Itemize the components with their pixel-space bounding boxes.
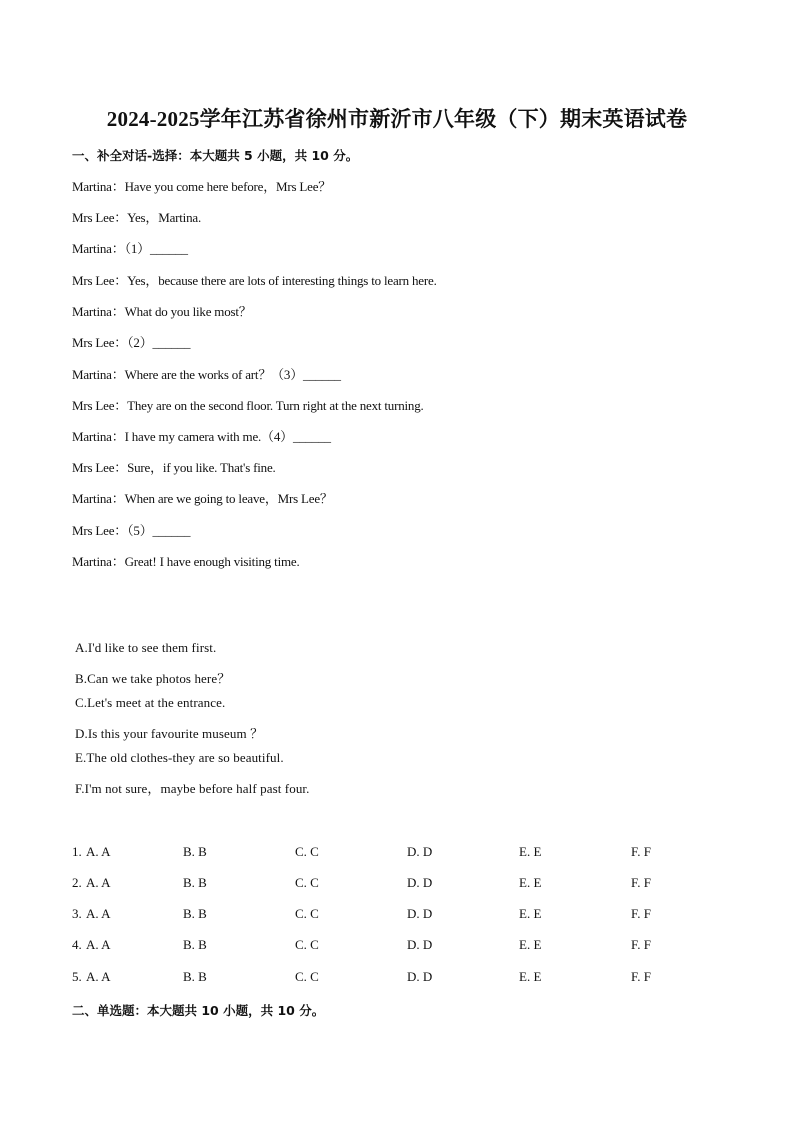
choice-e[interactable]: E. E: [519, 969, 542, 984]
question-row: [72, 875, 722, 893]
speaker-name: Martina：: [72, 304, 125, 319]
dialogue-line: [72, 207, 201, 226]
speaker-name: Mrs Lee：: [72, 273, 128, 288]
option-item: C.Let's meet at the entrance.: [75, 695, 226, 710]
choice-a[interactable]: A. A: [86, 844, 111, 859]
dialogue-text: （2）______: [127, 335, 191, 350]
speaker-name: Martina：: [72, 429, 125, 444]
dialogue-line: [72, 238, 188, 257]
dialogue-text: What do you like most？: [124, 304, 252, 319]
dialogue-line: [72, 301, 252, 320]
option-item: A.I'd like to see them first.: [75, 640, 217, 655]
choice-c[interactable]: C. C: [295, 844, 319, 859]
speaker-name: Martina：: [72, 491, 125, 506]
dialogue-text: They are on the second floor. Turn right at the next turning.: [127, 398, 424, 413]
dialogue-line: [72, 364, 341, 383]
option-item: F.I'm not sure，maybe before half past four.: [75, 781, 310, 796]
option-item: E.The old clothes-they are so beautiful.: [75, 750, 284, 765]
dialogue-line: [72, 457, 276, 476]
choice-e[interactable]: E. E: [519, 906, 542, 921]
question-number: 2.: [72, 875, 82, 890]
dialogue-text: When are we going to leave，Mrs Lee？: [124, 491, 333, 506]
choice-c[interactable]: C. C: [295, 969, 319, 984]
choice-e[interactable]: E. E: [519, 844, 542, 859]
question-number: 5.: [72, 969, 82, 984]
dialogue-line: [72, 520, 190, 539]
choice-a[interactable]: A. A: [86, 875, 111, 890]
choice-f[interactable]: F. F: [631, 969, 651, 984]
dialogue-text: Where are the works of art？（3）______: [124, 367, 341, 382]
dialogue-text: （1）______: [124, 241, 188, 256]
dialogue-line: [72, 551, 300, 570]
option-item: D.Is this your favourite museum ？: [75, 726, 264, 741]
dialogue-text: （5）______: [127, 523, 191, 538]
question-row: [72, 844, 722, 862]
choice-d[interactable]: D. D: [407, 906, 433, 921]
dialogue-line: [72, 488, 333, 507]
choice-d[interactable]: D. D: [407, 844, 433, 859]
section-1-heading: 一、补全对话-选择：本大题共 5 小题，共 10 分。: [72, 148, 359, 163]
dialogue-line: [72, 332, 190, 351]
question-row: [72, 937, 722, 955]
section-2-heading: 二、单选题：本大题共 10 小题，共 10 分。: [72, 1003, 325, 1018]
choice-f[interactable]: F. F: [631, 875, 651, 890]
question-row: [72, 969, 722, 987]
dialogue-line: [72, 176, 331, 195]
speaker-name: Mrs Lee：: [72, 523, 128, 538]
choice-a[interactable]: A. A: [86, 937, 111, 952]
exam-title: 2024-2025学年江苏省徐州市新沂市八年级（下）期末英语试卷: [106, 107, 688, 131]
dialogue-line: [72, 426, 331, 445]
choice-a[interactable]: A. A: [86, 906, 111, 921]
question-number: 4.: [72, 937, 82, 952]
dialogue-text: Sure，if you like. That's fine.: [127, 460, 276, 475]
speaker-name: Mrs Lee：: [72, 460, 128, 475]
choice-e[interactable]: E. E: [519, 937, 542, 952]
choice-d[interactable]: D. D: [407, 969, 433, 984]
choice-c[interactable]: C. C: [295, 875, 319, 890]
choice-b[interactable]: B. B: [183, 906, 207, 921]
question-number: 1.: [72, 844, 82, 859]
choice-b[interactable]: B. B: [183, 844, 207, 859]
dialogue-text: Yes，because there are lots of interesting things to learn here.: [127, 273, 437, 288]
choice-b[interactable]: B. B: [183, 937, 207, 952]
question-number: 3.: [72, 906, 82, 921]
dialogue-text: Yes，Martina.: [127, 210, 202, 225]
speaker-name: Mrs Lee：: [72, 335, 128, 350]
speaker-name: Martina：: [72, 241, 125, 256]
choice-f[interactable]: F. F: [631, 906, 651, 921]
dialogue-text: Have you come here before，Mrs Lee？: [124, 179, 332, 194]
choice-c[interactable]: C. C: [295, 906, 319, 921]
dialogue-text: Great! I have enough visiting time.: [124, 554, 300, 569]
speaker-name: Mrs Lee：: [72, 398, 128, 413]
dialogue-line: [72, 395, 424, 414]
dialogue-text: I have my camera with me.（4）______: [124, 429, 331, 444]
dialogue-line: [72, 270, 437, 289]
speaker-name: Martina：: [72, 179, 125, 194]
choice-a[interactable]: A. A: [86, 969, 111, 984]
question-row: [72, 906, 722, 924]
speaker-name: Martina：: [72, 367, 125, 382]
choice-b[interactable]: B. B: [183, 875, 207, 890]
choice-d[interactable]: D. D: [407, 875, 433, 890]
option-item: B.Can we take photos here？: [75, 671, 231, 686]
choice-b[interactable]: B. B: [183, 969, 207, 984]
choice-e[interactable]: E. E: [519, 875, 542, 890]
speaker-name: Mrs Lee：: [72, 210, 128, 225]
choice-f[interactable]: F. F: [631, 937, 651, 952]
choice-d[interactable]: D. D: [407, 937, 433, 952]
choice-f[interactable]: F. F: [631, 844, 651, 859]
choice-c[interactable]: C. C: [295, 937, 319, 952]
speaker-name: Martina：: [72, 554, 125, 569]
